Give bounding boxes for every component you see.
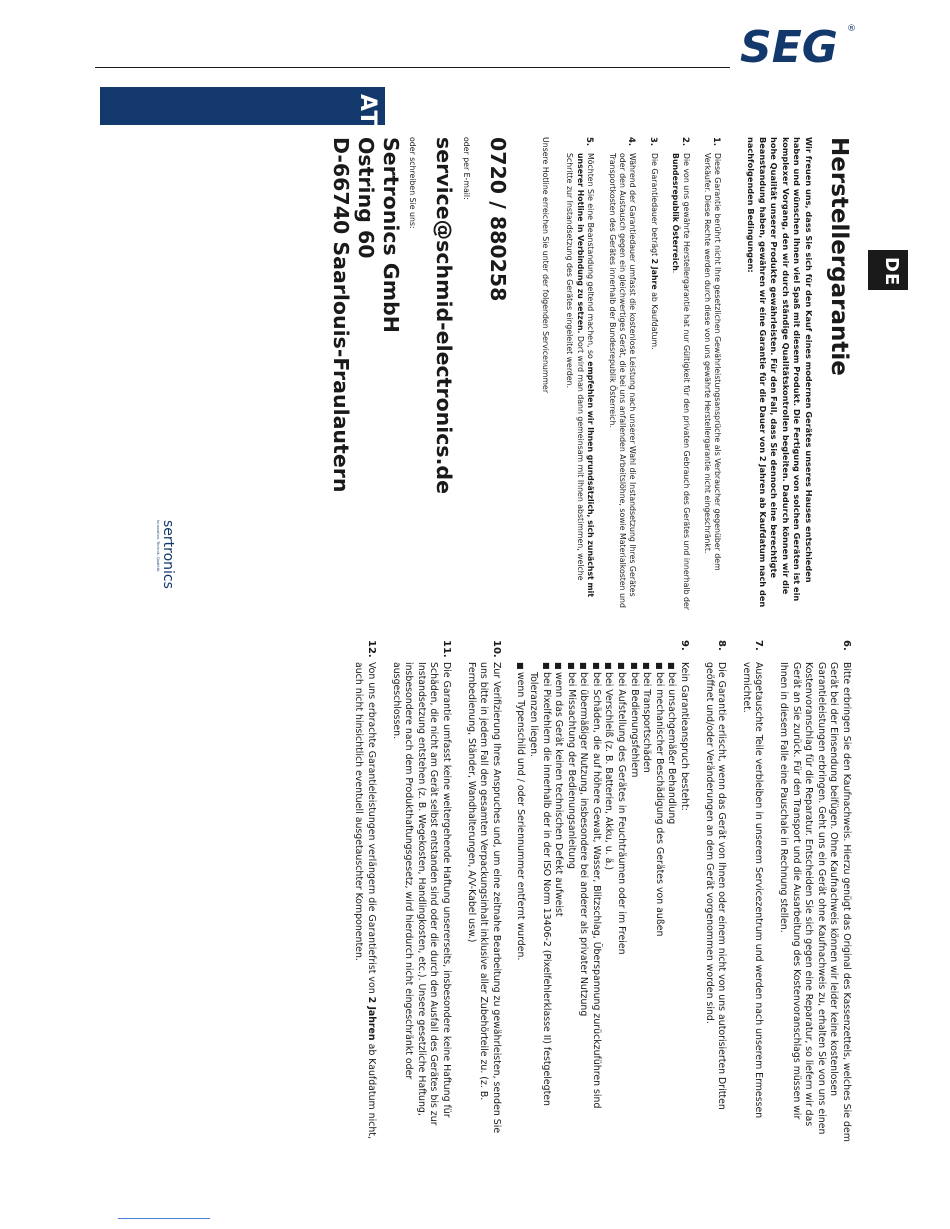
clause-number: 1. [712, 137, 723, 147]
list-item: ■ wenn Typenschild und / oder Seriennummer entfernt wurden. [515, 662, 527, 961]
left-page [152, 137, 852, 612]
clause-number: 11. [440, 640, 452, 658]
clause-text: Die Garantiedauer beträgt 2 Jahre ab Kaufdatum. [649, 153, 659, 350]
seg-logo [738, 20, 858, 70]
address-line-company: Sertronics GmbH [378, 137, 403, 333]
page-title: Herstellergarantie [826, 137, 852, 376]
intro-paragraph: Wir freuen uns, dass Sie sich für den Kauf eines modernen Gerätes unseres Hauses entschieden haben und wünschen Ihnen viel Spaß mit diesem Produkt. Die Fertigung von solchen Geräten ist ein komplexer Vorgang, den wir durch ständige Qualitätskontrollen begleiten. Dadurch können wir die hohe Qualität unserer Produkte gewährleisten. Für den Fall, dass Sie dennoch eine berechtigte Beanstandung haben, gewähren wir eine Garantie für die Dauer von 2 Jahren ab Kaufdatum nach den nachfolgenden Bedingungen: [746, 137, 814, 608]
clause-8 [702, 640, 727, 1145]
header-rule [95, 67, 730, 68]
language-tab-label: DE [881, 257, 902, 287]
clause-7 [739, 640, 764, 1145]
list-item: ■ bei Bedienungsfehlern [628, 662, 640, 778]
clause-text: Die Garantie erlischt, wenn das Gerät von Ihnen oder einem nicht von uns autorisierten Dritten geöffnet und/oder Veränderungen an dem Gerät vorgenommen worden sind. [703, 662, 728, 1110]
clause-2 [670, 137, 691, 612]
list-item: ■ bei Verschleiß (z. B. Batterien, Akku, u. ä.) [603, 662, 615, 870]
list-item: ■ bei mechanischer Beschädigung des Gerätes von außen [653, 662, 665, 937]
sertronics-logo [150, 520, 176, 610]
clause-4 [606, 137, 637, 612]
list-item: ■ bei Pixelfehlern die innerhalb der in der ISO Norm 13406-2 (Pixelfehlerklasse II) festgelegten Toleranzen liegen. [527, 662, 552, 1106]
seg-logo-text: SEG [740, 22, 838, 70]
right-page [152, 640, 852, 1145]
clause-9 [514, 640, 690, 1145]
clause-text: Zur Verifizierung Ihres Anspruches und, um eine zeitnahe Bearbeitung zu gewährleisten, senden Sie uns bitte in jedem Fall den gesamten Verpackungsinhalt inklusive aller Zubehörteile zu. (z. B. Fernbedienung, Ständer, Wandhalterungen, A/V-Kabel usw.) [465, 662, 502, 1134]
clause-number: 12. [366, 640, 377, 658]
clause-3 [648, 137, 658, 612]
clause-5 [564, 137, 595, 612]
list-item: ■ bei übermäßiger Nutzung, insbesondere bei anderer als privater Nutzung [578, 662, 590, 1017]
clause-text: Möchten Sie eine Beanstandung geltend machen, so empfehlen wir Ihnen grundsätzlich, sich zunächst mit unserer Hotline in Verbindung zu setzen. Dort wird man dann gemeinsam mit Ihnen abstimmen, welche Schritte zur Instandsetzung des Gerätes eingeleitet werden. [565, 153, 596, 598]
clause-text: Von uns erbrachte Garantieleistungen verlängern die Garantiefrist von 2 Jahren ab Kaufdatum nicht, auch nicht hinsichtlich eventuell ausgetauschter Komponenten. [353, 662, 377, 1139]
clause-12 [352, 640, 377, 1145]
clause-number: 2. [680, 137, 691, 147]
clause-text: Die Garantie umfasst keine weitergehende Haftung unsererseits, insbesondere keine Haftung für Schäden, die nicht am Gerät selbst entstanden sind oder die durch den Ausfall des Gerätes bis zur Instandsetzung entstehen (z. B. Wegekosten, Handlingkosten, etc.). Unsere gesetzliche Haftung, insbesondere nach dem Produkthaftungsgesetz, wird hierdurch nicht eingeschränkt oder ausgeschlossen. [390, 662, 452, 1126]
clause-text: Bitte erbringen Sie den Kaufnachweis. Hierzu genügt das Original des Kassenzettels, welches Sie dem Gerät bei der Einsendung beifügen. Ohne Kaufnachweis können wir leider keine kostenlosen Garantieleistungen erbringen. Geht uns ein Gerät ohne Kaufnachweis zu, erhalten Sie von uns einen Kostenvoranschlag für die Reparatur. Entscheiden Sie sich gegen eine Reparatur, so liefern wir das Gerät an Sie zurück. Für den Transport und die Ausarbeitung des Kostenvoranschlags müssen wir Ihnen in diesem Falle eine Pauschale in Rechnung stellen. [778, 662, 852, 1142]
address-line-street: Ostring 60 [353, 137, 378, 259]
address-line-city: D-66740 Saarlouis-Fraulautern [328, 137, 353, 493]
sertronics-logo-text: sertronics [160, 520, 176, 589]
clause-number: 4. [627, 137, 638, 147]
clause-10 [464, 640, 502, 1145]
clause-number: 3. [648, 137, 659, 147]
country-tab-label: AT [355, 94, 380, 127]
sertronics-tagline: Innovation. Technik. Qualität. [156, 520, 160, 573]
list-item: ■ bei Missachtung der Bedienungsanleitung [565, 662, 577, 870]
list-item: ■ bei Transportschäden [641, 662, 653, 773]
footer-rule [118, 1218, 210, 1219]
clause-number: 8. [716, 640, 728, 651]
list-item: ■ bei unsachgemäßer Behandlung [666, 662, 678, 825]
hotline-intro: Unsere Hotline erreichen Sie unter der folgenden Servicenummer [540, 137, 550, 394]
language-tab-text [874, 257, 902, 287]
list-item: ■ bei Schäden, die auf höhere Gewalt, Wasser, Blitzschlag, Überspannung zurückzuführen sind [590, 662, 602, 1109]
clause-text: Die von uns gewährte Herstellergarantie hat nur Gültigkeit für den privaten Gebrauch des Gerätes und innerhalb der Bundesrepublik Österreich. [671, 153, 691, 611]
clause-1 [702, 137, 723, 612]
registered-mark: ® [847, 24, 856, 34]
clause-text: Ausgetauschte Teile verbleiben in unserem Servicezentrum und werden nach unserem Ermessen vernichtet. [740, 662, 765, 1119]
email-intro: oder per E-mail: [461, 137, 471, 200]
write-intro: oder schreiben Sie uns: [408, 137, 418, 229]
list-item: ■ wenn das Gerät keinen technischen Defekt aufweist [553, 662, 565, 917]
country-tab [352, 94, 380, 134]
clause-text: Kein Garantieanspruch besteht: [679, 662, 691, 811]
exclusion-list [514, 662, 678, 1145]
country-band [100, 87, 385, 125]
clause-text: Während der Garantiedauer umfasst die kostenlose Leistung nach unserer Wahl die Instandsetzung Ihres Gerätes oder den Austausch gegen ein gleichwertiges Gerät, die bei uns anfallenden Arbeitslöhne, sowie Materialkosten und Transportkosten des Gerätes innerhalb der Bundesrepublik Österreich. [607, 153, 638, 608]
list-item: ■ bei Aufstellung des Gerätes in Feuchträumen oder im Freien [616, 662, 628, 955]
clause-number: 7. [753, 640, 765, 651]
clause-number: 6. [841, 640, 852, 651]
clause-number: 9. [679, 640, 691, 651]
clause-text: Diese Garantie berührt nicht Ihre gesetzlichen Gewährleistungsansprüche als Verbraucher gegenüber dem Verkäufer. Diese Rechte werden durch diese von uns gewährte Herstellergarantie nicht eingeschränkt. [703, 153, 723, 571]
clause-number: 10. [490, 640, 502, 658]
clause-6 [776, 640, 852, 1145]
hotline-number[interactable]: 0720 / 880258 [485, 137, 510, 302]
clause-11 [389, 640, 452, 1145]
service-email[interactable]: service@schmid-electronics.de [432, 137, 457, 494]
clause-number: 5. [585, 137, 596, 147]
